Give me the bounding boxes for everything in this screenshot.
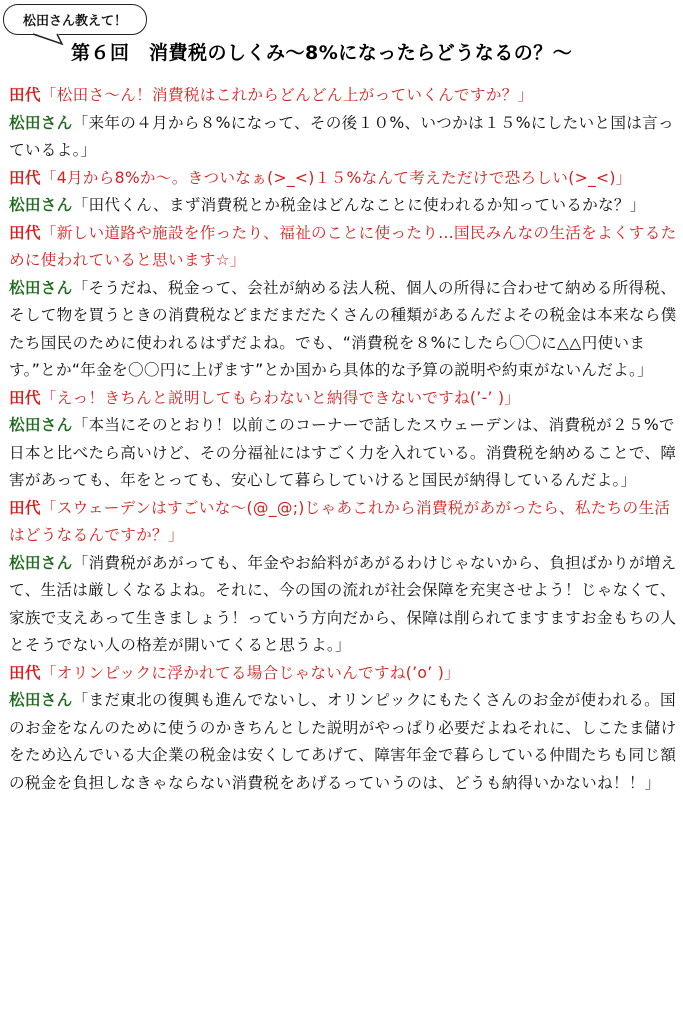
dialogue-text: 「そうだね、税金って、会社が納める法人税、個人の所得に合わせて納める所得税、そして物を買うときの消費税などまだまだたくさんの種類があるんだよその税金は本来なら僕たち国民のために使われるはずだよね。でも、“消費税を８%にしたら〇〇に△△円使います。”とか“年金を〇〇円に上げます”とか国から具体的な予算の説明や約束がないんだよ。」	[9, 278, 677, 379]
dialogue-text: 「消費税があがっても、年金やお給料があがるわけじゃないから、負担ばかりが増えて、生活は厳しくなるよね。それに、今の国の流れが社会保障を充実させよう！じゃなくて、家族で支えあって生きましょう！っていう方向だから、保障は削られてますますお金もちの人とそうでない人の格差が開いてくると思うよ。」	[9, 553, 677, 654]
speech-bubble-tail-icon	[0, 0, 90, 60]
speaker-name: 田代	[9, 388, 41, 407]
speaker-name: 松田さん	[9, 113, 73, 132]
speaker-name: 松田さん	[9, 416, 73, 434]
dialogue-line-tashiro	[9, 660, 677, 688]
speaker-name: 田代	[9, 168, 41, 187]
dialogue-line-matsuda	[9, 192, 677, 220]
dialogue-text: 「本当にそのとおり！以前このコーナーで話したスウェーデンは、消費税が２５%で日本と比べたら高いけど、その分福祉にはすごく力を入れている。消費税を納めることで、障害があっても、年をとっても、安心して暮らしていけると国民が納得しているんだよ。」	[9, 416, 677, 489]
dialogue-line-tashiro	[9, 385, 677, 413]
speaker-name: 松田さん	[9, 691, 73, 709]
dialogue-text: 「来年の４月から８%になって、その後１０%、いつかは１５%にしたいと国は言っているよ。」	[9, 113, 674, 159]
dialogue-line-matsuda	[9, 412, 677, 495]
dialogue-text: 「えっ！きちんと説明してもらわないと納得できないですね(’-’ )」	[40, 388, 521, 407]
speech-bubble-label: 松田さん教えて！	[22, 14, 127, 29]
dialogue-line-tashiro	[9, 495, 677, 550]
dialogue-text: 「田代くん、まず消費税とか税金はどんなことに使われるか知っているかな？」	[72, 196, 646, 214]
dialogue-text: 「松田さ～ん！消費税はこれからどんどん上がっていくんですか？」	[40, 86, 534, 104]
speaker-name: 田代	[9, 86, 41, 104]
dialogue-line-matsuda	[9, 275, 677, 385]
dialogue-text: 「スウェーデンはすごいな～(@_@;)じゃあこれから消費税があがったら、私たちの生活はどうなるんですか？」	[9, 498, 671, 544]
dialogue-text: 「新しい道路や施設を作ったり、福祉のことに使ったり…国民みんなの生活をよくするために使われていると思います☆」	[9, 223, 677, 269]
speaker-name: 松田さん	[9, 278, 73, 297]
dialogue-line-tashiro	[9, 165, 677, 193]
speaker-name: 田代	[9, 223, 41, 242]
dialogue	[9, 82, 677, 797]
dialogue-text: 「まだ東北の復興も進んでないし、オリンピックにもたくさんのお金が使われる。国のお金をなんのために使うのかきちんとした説明がやっぱり必要だよねそれに、しこたま儲けをため込んでいる大企業の税金は安くしてあげて、障害年金で暮らしている仲間たちも同じ額の税金を負担しなきゃならない消費税をあげるっていうのは、どうも納得いかないね！！」	[9, 691, 677, 792]
speaker-name: 松田さん	[9, 553, 73, 572]
page-title: 第６回 消費税のしくみ～8%になったらどうなるの？～	[71, 42, 573, 64]
dialogue-line-matsuda	[9, 110, 677, 165]
dialogue-line-matsuda	[9, 550, 677, 660]
dialogue-text: 「4月から8%か～。きついなぁ(>_<)１５%なんて考えただけで恐ろしい(>_<)」	[40, 168, 632, 187]
dialogue-line-matsuda	[9, 687, 677, 797]
speaker-name: 田代	[9, 663, 41, 682]
dialogue-line-tashiro	[9, 82, 677, 110]
dialogue-text: 「オリンピックに浮かれてる場合じゃないんですね(’o’ )」	[40, 663, 461, 682]
speaker-name: 松田さん	[9, 196, 73, 214]
speaker-name: 田代	[9, 498, 41, 517]
dialogue-line-tashiro	[9, 220, 677, 275]
